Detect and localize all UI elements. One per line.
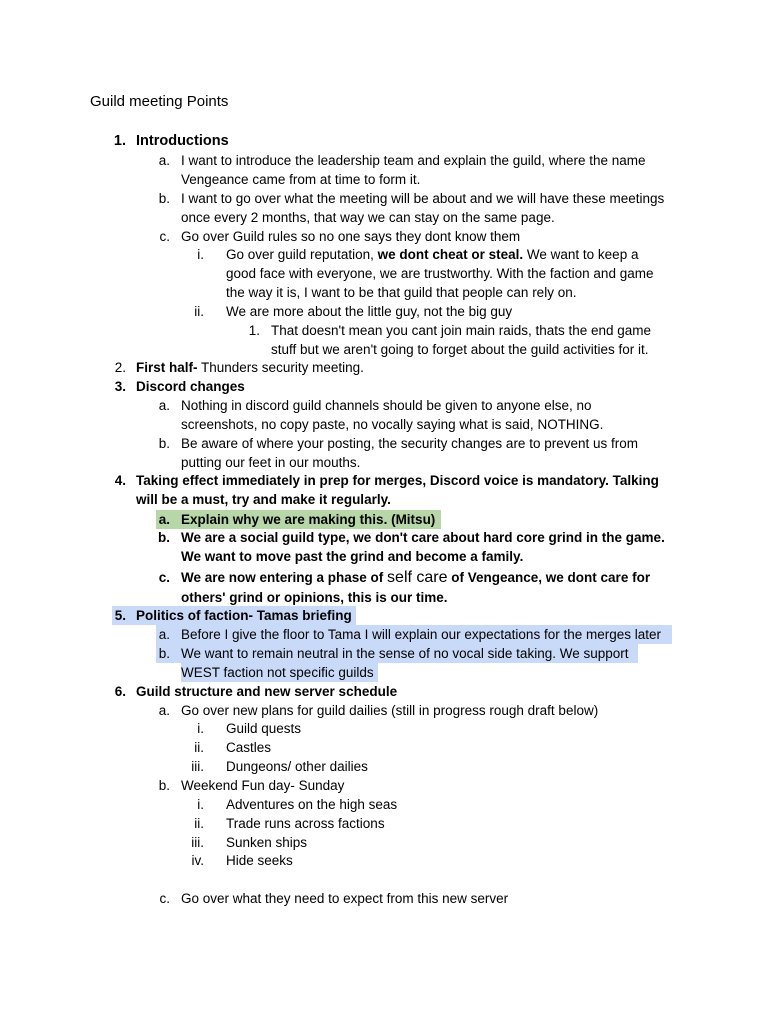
list-marker: c. — [159, 229, 170, 244]
list-text-line: That doesn't mean you cant join main raids, thats the end game — [271, 323, 652, 338]
section-heading: Guild structure and new server schedule — [136, 684, 398, 699]
list-marker: ii. — [194, 740, 204, 755]
list-marker: 1. — [113, 133, 126, 149]
text-run: Go over guild reputation, — [226, 247, 378, 262]
list-marker: ii. — [194, 816, 204, 831]
list-text-line: stuff but we aren't going to forget about the guild activities for it. — [271, 342, 649, 357]
list-marker: iii. — [191, 759, 204, 774]
list-marker: iv. — [191, 853, 204, 868]
text-run: Thunders security meeting. — [197, 360, 364, 375]
list-text-line: once every 2 months, that way we can stay on the same page. — [181, 210, 555, 225]
list-text: Guild quests — [226, 721, 302, 736]
list-marker: 5. — [114, 608, 126, 623]
list-text-line: WEST faction not specific guilds — [181, 665, 374, 680]
list-text: Dungeons/ other dailies — [226, 759, 368, 774]
list-marker: ii. — [194, 304, 204, 319]
list-text: Explain why we are making this. (Mitsu) — [181, 512, 436, 527]
emphasis-text-run: self care — [387, 569, 448, 586]
list-text-line: We want to remain neutral in the sense of no vocal side taking. We support — [181, 646, 629, 661]
text-run: We want to keep a — [523, 247, 639, 262]
list-text: Go over new plans for guild dailies (still in progress rough draft below) — [181, 703, 599, 718]
list-text-line: Taking effect immediately in prep for merges, Discord voice is mandatory. Talking — [136, 473, 659, 488]
list-text-line: good face with everyone, we are trustworthy. With the faction and game — [226, 266, 654, 281]
list-marker: 1. — [248, 323, 260, 338]
list-marker: a. — [158, 627, 170, 642]
bold-text-run: First half- — [136, 360, 198, 375]
list-text-line: Nothing in discord guild channels should be given to anyone else, no — [181, 398, 592, 413]
list-text: Go over what they need to expect from this new server — [181, 891, 509, 906]
list-text: Adventures on the high seas — [226, 797, 398, 812]
list-text-line: I want to introduce the leadership team and explain the guild, where the name — [181, 153, 646, 168]
list-marker: b. — [158, 778, 170, 793]
text-run: We are now entering a phase of — [181, 570, 388, 585]
list-marker: 6. — [114, 684, 126, 699]
list-marker: b. — [158, 646, 170, 661]
list-text: Hide seeks — [226, 853, 293, 868]
list-text: Castles — [226, 740, 272, 755]
list-text-line — [181, 568, 650, 587]
list-marker: c. — [158, 570, 170, 585]
list-text: Sunken ships — [226, 835, 308, 850]
list-marker: a. — [158, 398, 170, 413]
bold-text-run: we dont cheat or steal. — [377, 247, 524, 262]
section-heading: Politics of faction- Tamas briefing — [136, 608, 352, 623]
list-text-line: I want to go over what the meeting will be about and we will have these meetings — [181, 191, 665, 206]
list-text-line: Vengeance came from at time to form it. — [181, 172, 421, 187]
text-run: of Vengeance, we dont care for — [447, 570, 651, 585]
list-marker: 2. — [114, 360, 126, 375]
list-text: We are more about the little guy, not the big guy — [226, 304, 513, 319]
list-marker: c. — [159, 891, 170, 906]
list-marker: i. — [197, 721, 204, 736]
list-text-line: We want to move past the grind and become a family. — [181, 549, 524, 564]
list-marker: b. — [158, 191, 170, 206]
list-text-line: the way it is, I want to be that guild that people can rely on. — [226, 285, 577, 300]
list-marker: i. — [197, 247, 204, 262]
list-marker: i. — [197, 797, 204, 812]
list-marker: b. — [158, 530, 170, 545]
list-text-line: screenshots, no copy paste, no vocally saying what is said, NOTHING. — [181, 417, 604, 432]
list-text-line: We are a social guild type, we don't care about hard core grind in the game. — [181, 530, 665, 545]
list-text-line: others' grind or opinions, this is our time. — [181, 590, 448, 605]
list-marker: b. — [158, 436, 170, 451]
list-marker: 3. — [114, 379, 126, 394]
list-marker: 4. — [114, 473, 126, 488]
list-text: Go over Guild rules so no one says they dont know them — [181, 229, 521, 244]
list-marker: iii. — [191, 835, 204, 850]
list-text-line: putting our feet in our mouths. — [181, 455, 361, 470]
list-text-line — [226, 245, 638, 264]
list-text: Trade runs across factions — [226, 816, 385, 831]
list-text-line: Be aware of where your posting, the security changes are to prevent us from — [181, 436, 638, 451]
list-text: Before I give the floor to Tama I will explain our expectations for the merges later — [181, 627, 661, 642]
list-marker: a. — [158, 153, 170, 168]
list-text: Weekend Fun day- Sunday — [181, 778, 345, 793]
document-title: Guild meeting Points — [90, 93, 229, 110]
list-text — [136, 358, 364, 377]
section-heading: Discord changes — [136, 379, 245, 394]
section-heading: Introductions — [136, 133, 229, 149]
list-marker: a. — [158, 512, 170, 527]
list-text-line: will be a must, try and make it regularly. — [136, 492, 391, 507]
list-marker: a. — [158, 703, 170, 718]
